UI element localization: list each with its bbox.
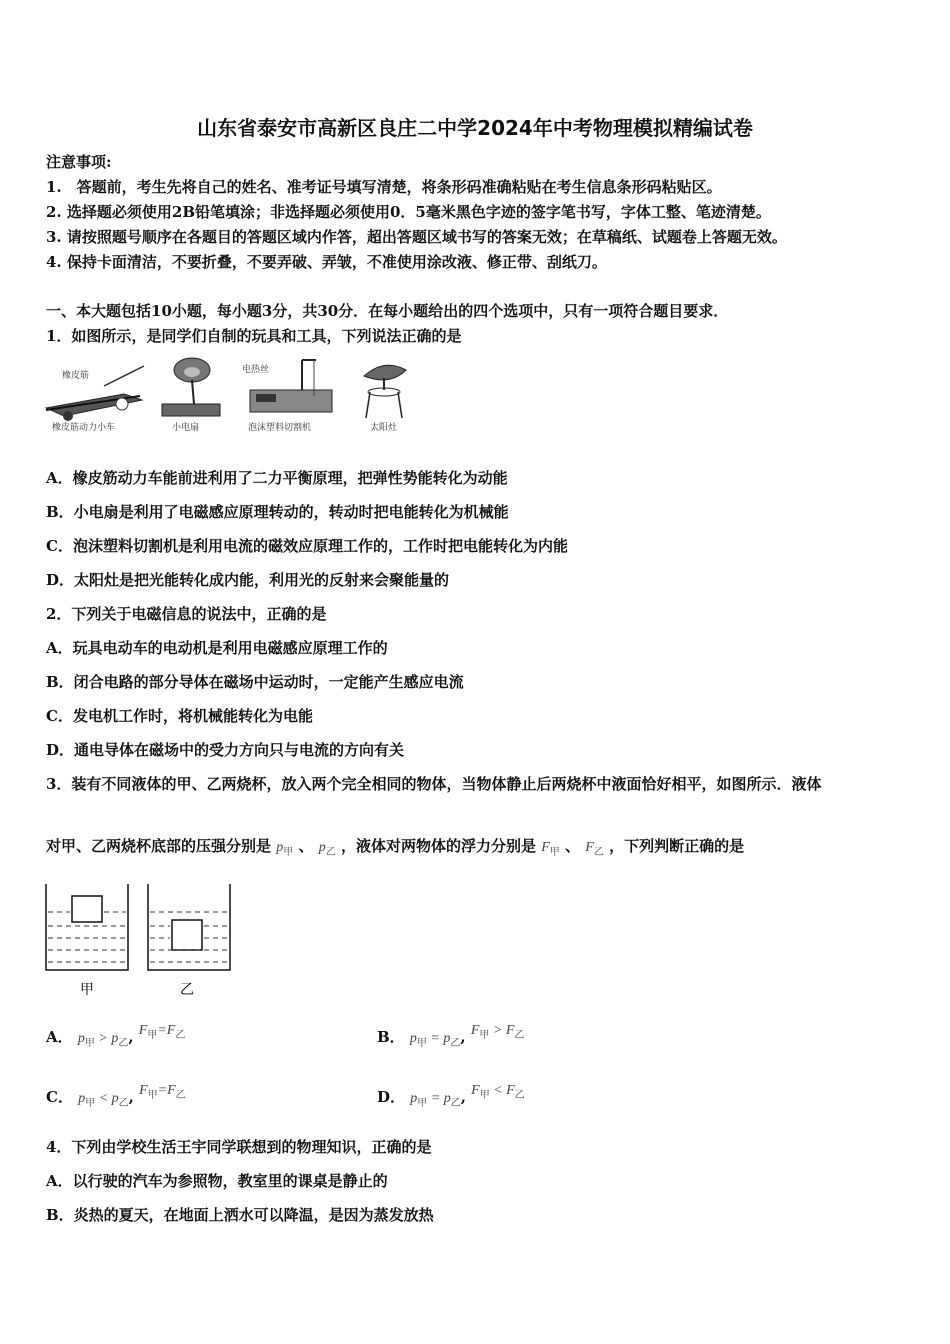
- device-caption: 小电扇: [172, 423, 200, 433]
- page-title: 山东省泰安市高新区良庄二中学2024年中考物理模拟精编试卷: [197, 116, 753, 140]
- option-b: B．炎热的夏天，在地面上洒水可以降温，是因为蒸发放热: [46, 1206, 434, 1224]
- option-b: B．闭合电路的部分导体在磁场中运动时，一定能产生感应电流: [46, 673, 464, 691]
- section-heading: 一、本大题包括10小题，每小题3分，共30分．在每小题给出的四个选项中，只有一项符合题目要求．: [46, 302, 729, 320]
- notice-item: 1. 答题前，考生先将自己的姓名、准考证号填写清楚，将条形码准确粘贴在考生信息条形码粘贴区。: [46, 178, 722, 196]
- beakers-figure: [42, 882, 242, 1000]
- notice-item: 2. 选择题必须使用2B铅笔填涂；非选择题必须使用0．5毫米黑色字迹的签字笔书写，字体工整、笔迹清楚。: [46, 203, 771, 221]
- option-b: B．小电扇是利用了电磁感应原理转动的，转动时把电能转化为机械能: [46, 503, 509, 521]
- rubber-band-label: 橡皮筋: [62, 371, 90, 381]
- beaker-label: 乙: [180, 982, 194, 998]
- option-d: D．太阳灶是把光能转化成内能，利用光的反射来会聚能量的: [46, 571, 450, 589]
- question-1-stem: 1．如图所示，是同学们自制的玩具和工具，下列说法正确的是: [46, 327, 462, 345]
- question-1-figure: [44, 356, 414, 436]
- buoyancy-jia: $F_甲$: [541, 840, 560, 858]
- heating-wire-label: 电热丝: [242, 365, 270, 375]
- beaker-label: 甲: [80, 982, 94, 998]
- question-4-stem: 4．下列由学校生活王宇同学联想到的物理知识，正确的是: [46, 1138, 432, 1156]
- device-caption: 太阳灶: [370, 423, 398, 433]
- option-d: D．通电导体在磁场中的受力方向只与电流的方向有关: [46, 741, 405, 759]
- notice-item: 4. 保持卡面清洁，不要折叠，不要弄破、弄皱，不准使用涂改液、修正带、刮纸刀。: [46, 253, 607, 271]
- option-a: A．橡皮筋动力车能前进利用了二力平衡原理，把弹性势能转化为动能: [46, 469, 508, 487]
- option-d: D． $p_甲 = p_乙$, $F_甲 < F_乙$: [377, 1083, 525, 1109]
- notice-heading: 注意事项:: [46, 153, 112, 171]
- question-3-stem: 3．装有不同液体的甲、乙两烧杯，放入两个完全相同的物体，当物体静止后两烧杯中液面恰好相平，如图所示．液体: [46, 775, 822, 793]
- foam-cutter-image: [242, 360, 332, 433]
- solar-cooker-image: [364, 365, 406, 433]
- small-fan-image: [162, 358, 220, 433]
- pressure-yi: $p_乙$: [318, 840, 336, 858]
- pressure-jia: $p_甲$: [276, 840, 294, 858]
- buoyancy-yi: $F_乙$: [585, 840, 604, 858]
- rubber-band-car-image: [46, 366, 144, 433]
- option-c: C． $p_甲 < p_乙$, $F_甲=F_乙$: [46, 1083, 186, 1109]
- beaker-jia: [46, 884, 128, 998]
- option-c: C．发电机工作时，将机械能转化为电能: [46, 707, 313, 725]
- option-c: C．泡沫塑料切割机是利用电流的磁效应原理工作的，工作时把电能转化为内能: [46, 537, 568, 555]
- beaker-yi: [148, 884, 230, 998]
- option-b: B． $p_甲 = p_乙$, $F_甲 > F_乙$: [377, 1023, 525, 1049]
- question-2-stem: 2．下列关于电磁信息的说法中，正确的是: [46, 605, 327, 623]
- option-a: A．玩具电动车的电动机是利用电磁感应原理工作的: [46, 639, 388, 657]
- device-caption: 泡沫塑料切割机: [248, 423, 312, 433]
- device-caption: 橡皮筋动力小车: [52, 423, 116, 433]
- option-a: A． $p_甲 > p_乙$, $F_甲=F_乙$: [46, 1023, 186, 1049]
- notice-item: 3. 请按照题号顺序在各题目的答题区域内作答，超出答题区域书写的答案无效；在草稿纸、试题卷上答题无效。: [46, 228, 787, 246]
- question-3-stem-line2: 对甲、乙两烧杯底部的压强分别是 $p_甲$ 、 $p_乙$ ，液体对两物体的浮力分别是 $F_甲$ 、 $F_乙$ ，下列判断正确的是: [46, 837, 745, 858]
- option-a: A．以行驶的汽车为参照物，教室里的课桌是静止的: [46, 1172, 388, 1190]
